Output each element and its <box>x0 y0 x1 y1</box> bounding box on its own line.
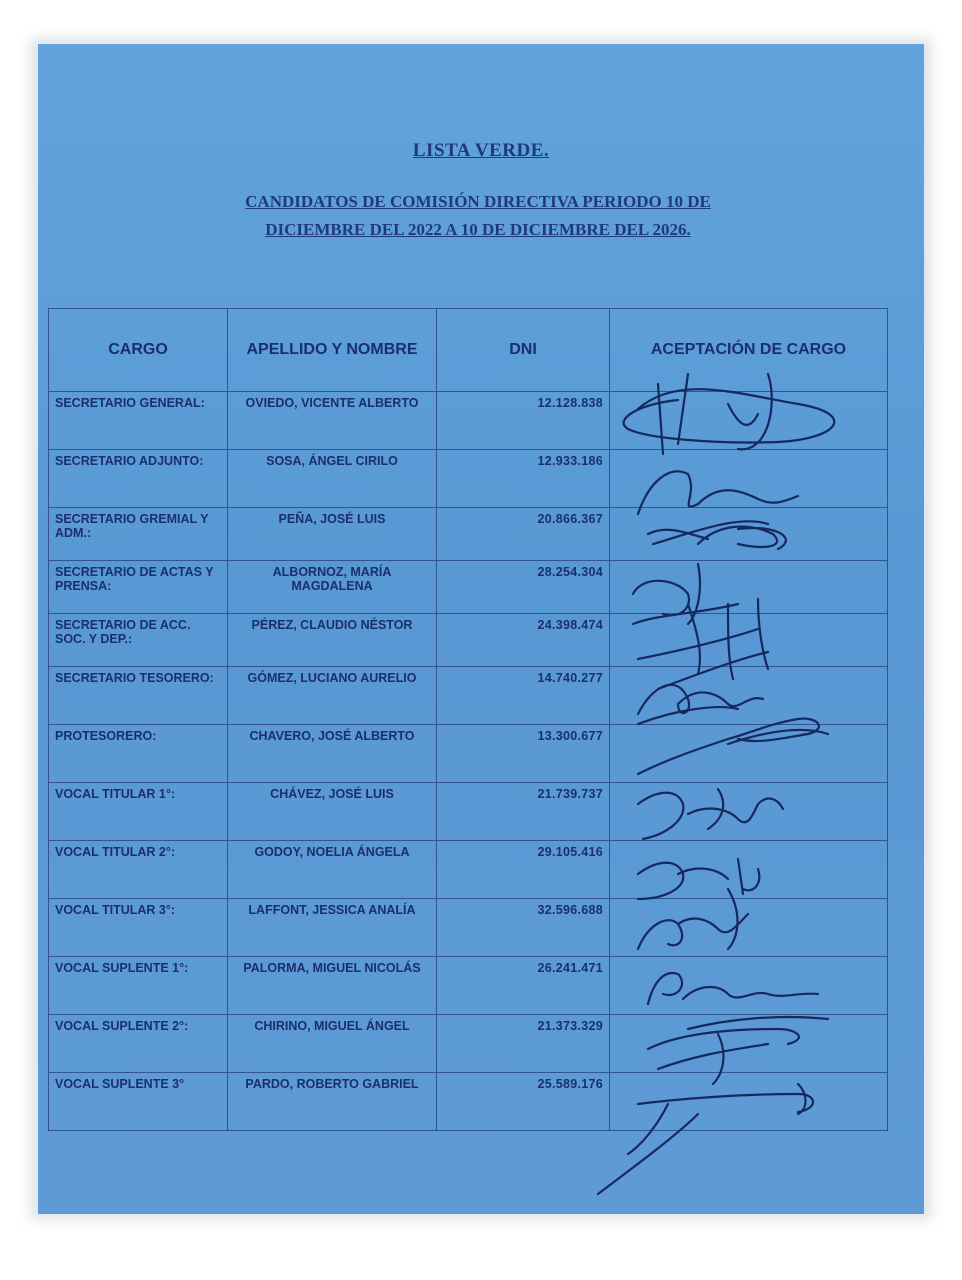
cargo-cell: VOCAL TITULAR 2°: <box>49 841 228 899</box>
table-row <box>49 561 888 614</box>
table-row <box>49 841 888 899</box>
header-dni: DNI <box>437 309 610 392</box>
header-name: APELLIDO Y NOMBRE <box>228 309 437 392</box>
table-row <box>49 667 888 725</box>
name-cell: OVIEDO, VICENTE ALBERTO <box>228 392 437 450</box>
header-acceptance: ACEPTACIÓN DE CARGO <box>610 309 888 392</box>
table-row <box>49 614 888 667</box>
cargo-cell: SECRETARIO GENERAL: <box>49 392 228 450</box>
table-row <box>49 450 888 508</box>
table-row <box>49 725 888 783</box>
cargo-cell: SECRETARIO GREMIAL Y ADM.: <box>49 508 228 561</box>
signature-cell <box>610 614 888 667</box>
subtitle-line-2: DICIEMBRE DEL 2022 A 10 DE DICIEMBRE DEL 2026. <box>265 220 691 239</box>
dni-cell: 12.128.838 <box>437 392 610 450</box>
dni-cell: 13.300.677 <box>437 725 610 783</box>
cargo-cell: SECRETARIO DE ACTAS Y PRENSA: <box>49 561 228 614</box>
signature-cell <box>610 392 888 450</box>
document-subtitle <box>178 188 778 244</box>
dni-cell: 14.740.277 <box>437 667 610 725</box>
subtitle-line-1: CANDIDATOS DE COMISIÓN DIRECTIVA PERIODO 10 DE <box>245 192 711 211</box>
signature-cell <box>610 783 888 841</box>
signature-cell <box>610 508 888 561</box>
cargo-cell: SECRETARIO TESORERO: <box>49 667 228 725</box>
dni-cell: 28.254.304 <box>437 561 610 614</box>
name-cell: LAFFONT, JESSICA ANALÍA <box>228 899 437 957</box>
dni-cell: 12.933.186 <box>437 450 610 508</box>
signature-cell <box>610 899 888 957</box>
table-row <box>49 392 888 450</box>
cargo-cell: VOCAL TITULAR 1°: <box>49 783 228 841</box>
dni-cell: 26.241.471 <box>437 957 610 1015</box>
table-row <box>49 783 888 841</box>
dni-cell: 21.739.737 <box>437 783 610 841</box>
dni-cell: 20.866.367 <box>437 508 610 561</box>
dni-cell: 21.373.329 <box>437 1015 610 1073</box>
signature-cell <box>610 1015 888 1073</box>
document-title: LISTA VERDE. <box>412 140 550 161</box>
name-cell: CHAVERO, JOSÉ ALBERTO <box>228 725 437 783</box>
signature-cell <box>610 450 888 508</box>
name-cell: PALORMA, MIGUEL NICOLÁS <box>228 957 437 1015</box>
name-cell: SOSA, ÁNGEL CIRILO <box>228 450 437 508</box>
table-row <box>49 1015 888 1073</box>
cargo-cell: VOCAL SUPLENTE 2°: <box>49 1015 228 1073</box>
cargo-cell: PROTESORERO: <box>49 725 228 783</box>
table-row <box>49 899 888 957</box>
signature-cell <box>610 957 888 1015</box>
name-cell: PÉREZ, CLAUDIO NÉSTOR <box>228 614 437 667</box>
document-page <box>38 44 924 1214</box>
signature-cell <box>610 667 888 725</box>
cargo-cell: VOCAL SUPLENTE 1°: <box>49 957 228 1015</box>
dni-cell: 29.105.416 <box>437 841 610 899</box>
name-cell: ALBORNOZ, MARÍA MAGDALENA <box>228 561 437 614</box>
signature-cell <box>610 1073 888 1131</box>
name-cell: CHÁVEZ, JOSÉ LUIS <box>228 783 437 841</box>
cargo-cell: VOCAL SUPLENTE 3° <box>49 1073 228 1131</box>
name-cell: PARDO, ROBERTO GABRIEL <box>228 1073 437 1131</box>
header-cargo: CARGO <box>49 309 228 392</box>
name-cell: GÓMEZ, LUCIANO AURELIO <box>228 667 437 725</box>
table-header-row <box>49 309 888 392</box>
dni-cell: 24.398.474 <box>437 614 610 667</box>
cargo-cell: SECRETARIO ADJUNTO: <box>49 450 228 508</box>
table-row <box>49 957 888 1015</box>
dni-cell: 32.596.688 <box>437 899 610 957</box>
signature-cell <box>610 725 888 783</box>
candidates-table <box>48 308 888 1131</box>
signature-cell <box>610 841 888 899</box>
name-cell: PEÑA, JOSÉ LUIS <box>228 508 437 561</box>
cargo-cell: VOCAL TITULAR 3°: <box>49 899 228 957</box>
name-cell: GODOY, NOELIA ÁNGELA <box>228 841 437 899</box>
table-row <box>49 508 888 561</box>
cargo-cell: SECRETARIO DE ACC. SOC. Y DEP.: <box>49 614 228 667</box>
dni-cell: 25.589.176 <box>437 1073 610 1131</box>
name-cell: CHIRINO, MIGUEL ÁNGEL <box>228 1015 437 1073</box>
signature-cell <box>610 561 888 614</box>
table-row <box>49 1073 888 1131</box>
